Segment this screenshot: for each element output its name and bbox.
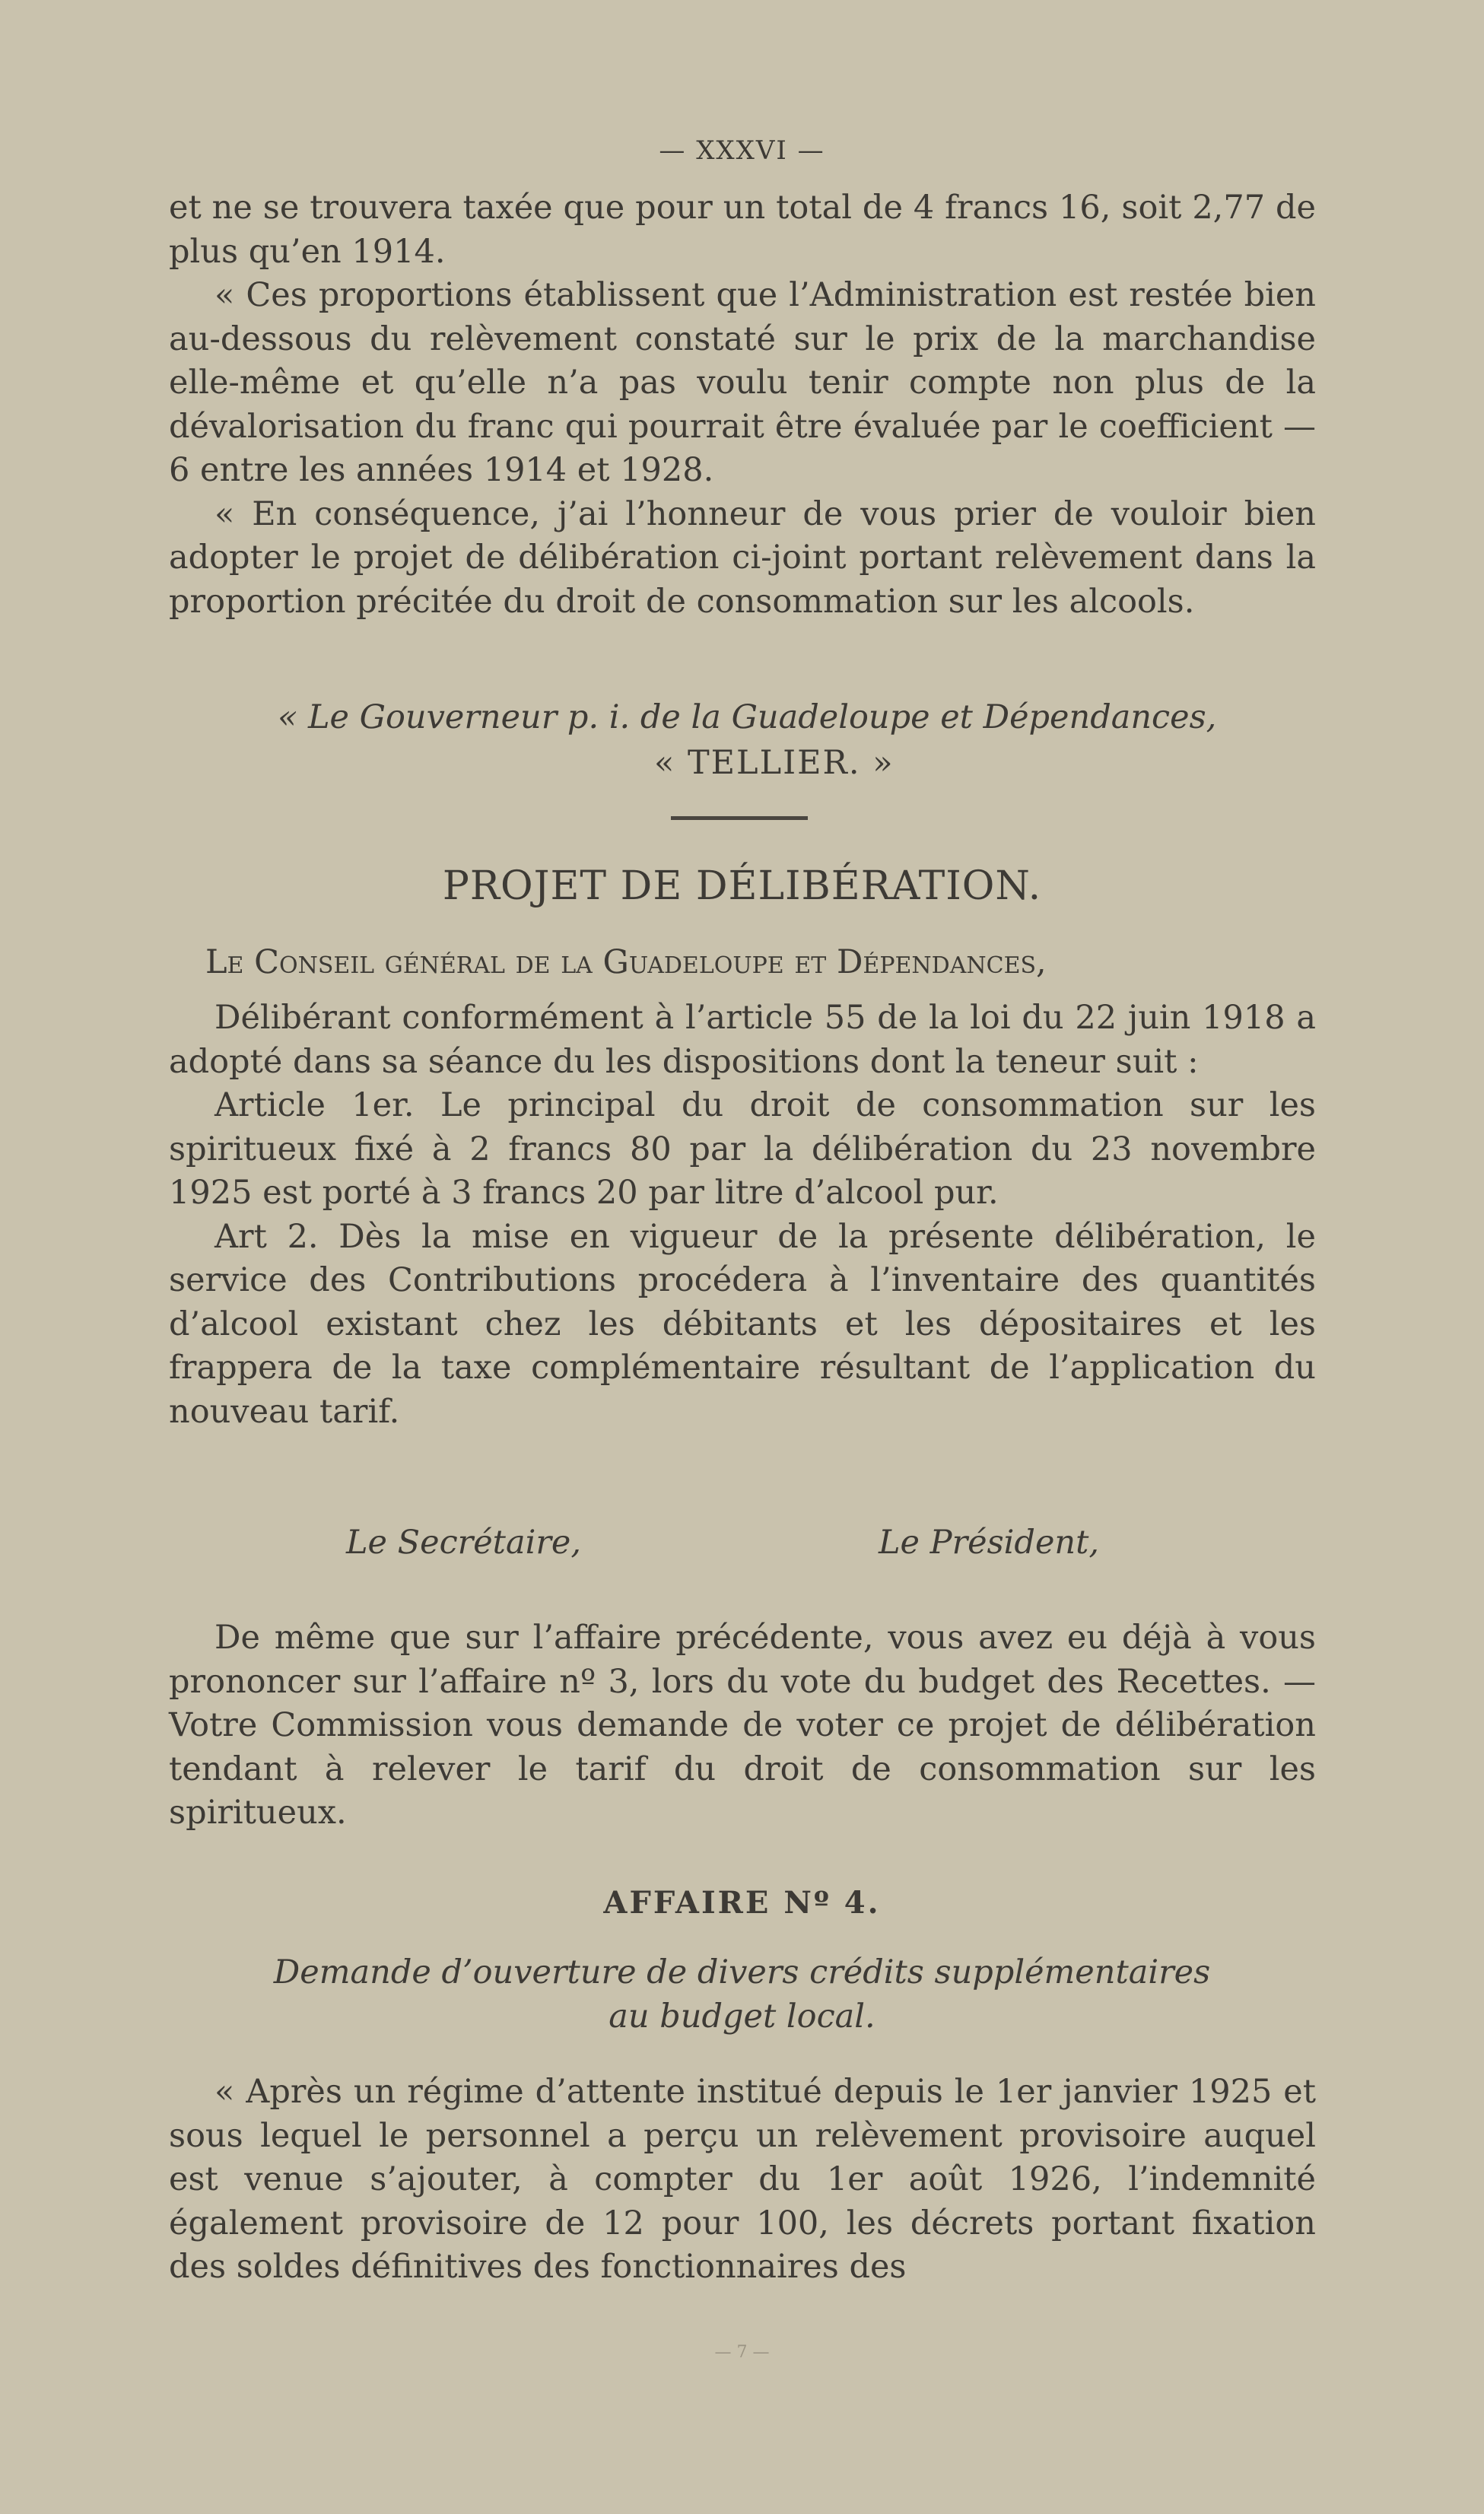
deliberation-paragraph: Délibérant conformément à l’article 55 de la loi du 22 juin 1918 a adopté dans sa séance du les dispositions dont la teneur suit :	[169, 999, 1316, 1081]
paragraph-1: et ne se trouvera taxée que pour un total de 4 francs 16, soit 2,77 de plus qu’en 1914.	[169, 189, 1316, 271]
projet-title: PROJET DE DÉLIBÉRATION.	[442, 863, 1042, 909]
page-header: — XXXVI —	[659, 135, 825, 166]
final-paragraph: « Après un régime d’attente institué depuis le 1er janvier 1925 et sous lequel le personnel a perçu un relèvement provisoire auquel est venue s’ajouter, à compter du 1er août 1926, l’indemnité également provisoire de 12 pour 100, les décrets portant fixation des soldes définitives des fonctionnaires des	[169, 2073, 1316, 2286]
subtitle-line-2: au budget local.	[609, 1997, 875, 2036]
article-2: Art 2. Dès la mise en vigueur de la présente délibération, le service des Contributions procédera à l’inventaire des quantités d’alcool existant chez les débitants et les dépositaires et les frappera de la taxe complémentaire résultant de l’application du nouveau tarif.	[169, 1217, 1316, 1431]
article-1: Article 1er. Le principal du droit de consommation sur les spiritueux fixé à 2 francs 80 par la délibération du 23 novembre 1925 est porté à 3 francs 20 par litre d’alcool pur.	[169, 1086, 1316, 1212]
governor-name: « TELLIER. »	[654, 744, 895, 782]
affaire-subtitle	[0, 1951, 1484, 2039]
commission-text	[169, 1616, 1316, 1835]
president-label: Le Président,	[879, 1524, 1100, 1562]
section-divider	[671, 816, 808, 820]
commission-paragraph: De même que sur l’affaire précédente, vous avez eu déjà à vous prononcer sur l’affaire nº 3, lors du vote du budget des Recettes. — Votre Commission vous demande de voter ce projet de délibération tendant à relever le tarif du droit de consommation sur les spiritueux.	[169, 1619, 1316, 1832]
secretary-label: Le Secrétaire,	[346, 1524, 581, 1562]
paragraph-2: « Ces proportions établissent que l’Administration est restée bien au-dessous du relèvement constaté sur le prix de la marchandise elle-même et qu’elle n’a pas voulu tenir compte non plus de la dévalorisation du franc qui pourrait être évaluée par le coefficient — 6 entre les années 1914 et 1928.	[169, 276, 1316, 489]
council-line: Le Conseil général de la Guadeloupe et Dépendances,	[205, 943, 1047, 981]
affaire-title: AFFAIRE Nº 4.	[603, 1885, 881, 1921]
projet-text	[169, 996, 1316, 1434]
page-footer-mark: — 7 —	[714, 2343, 770, 2362]
subtitle-line-1: Demande d’ouverture de divers crédits supplémentaires	[273, 1953, 1211, 1991]
final-text	[169, 2071, 1316, 2290]
intro-text	[169, 186, 1316, 624]
governor-signature: « Le Gouverneur p. i. de la Guadeloupe et Dépendances,	[278, 698, 1217, 736]
paragraph-3: « En conséquence, j’ai l’honneur de vous prier de vouloir bien adopter le projet de délibération ci-joint portant relèvement dans la proportion précitée du droit de consommation sur les alcools.	[169, 494, 1316, 621]
